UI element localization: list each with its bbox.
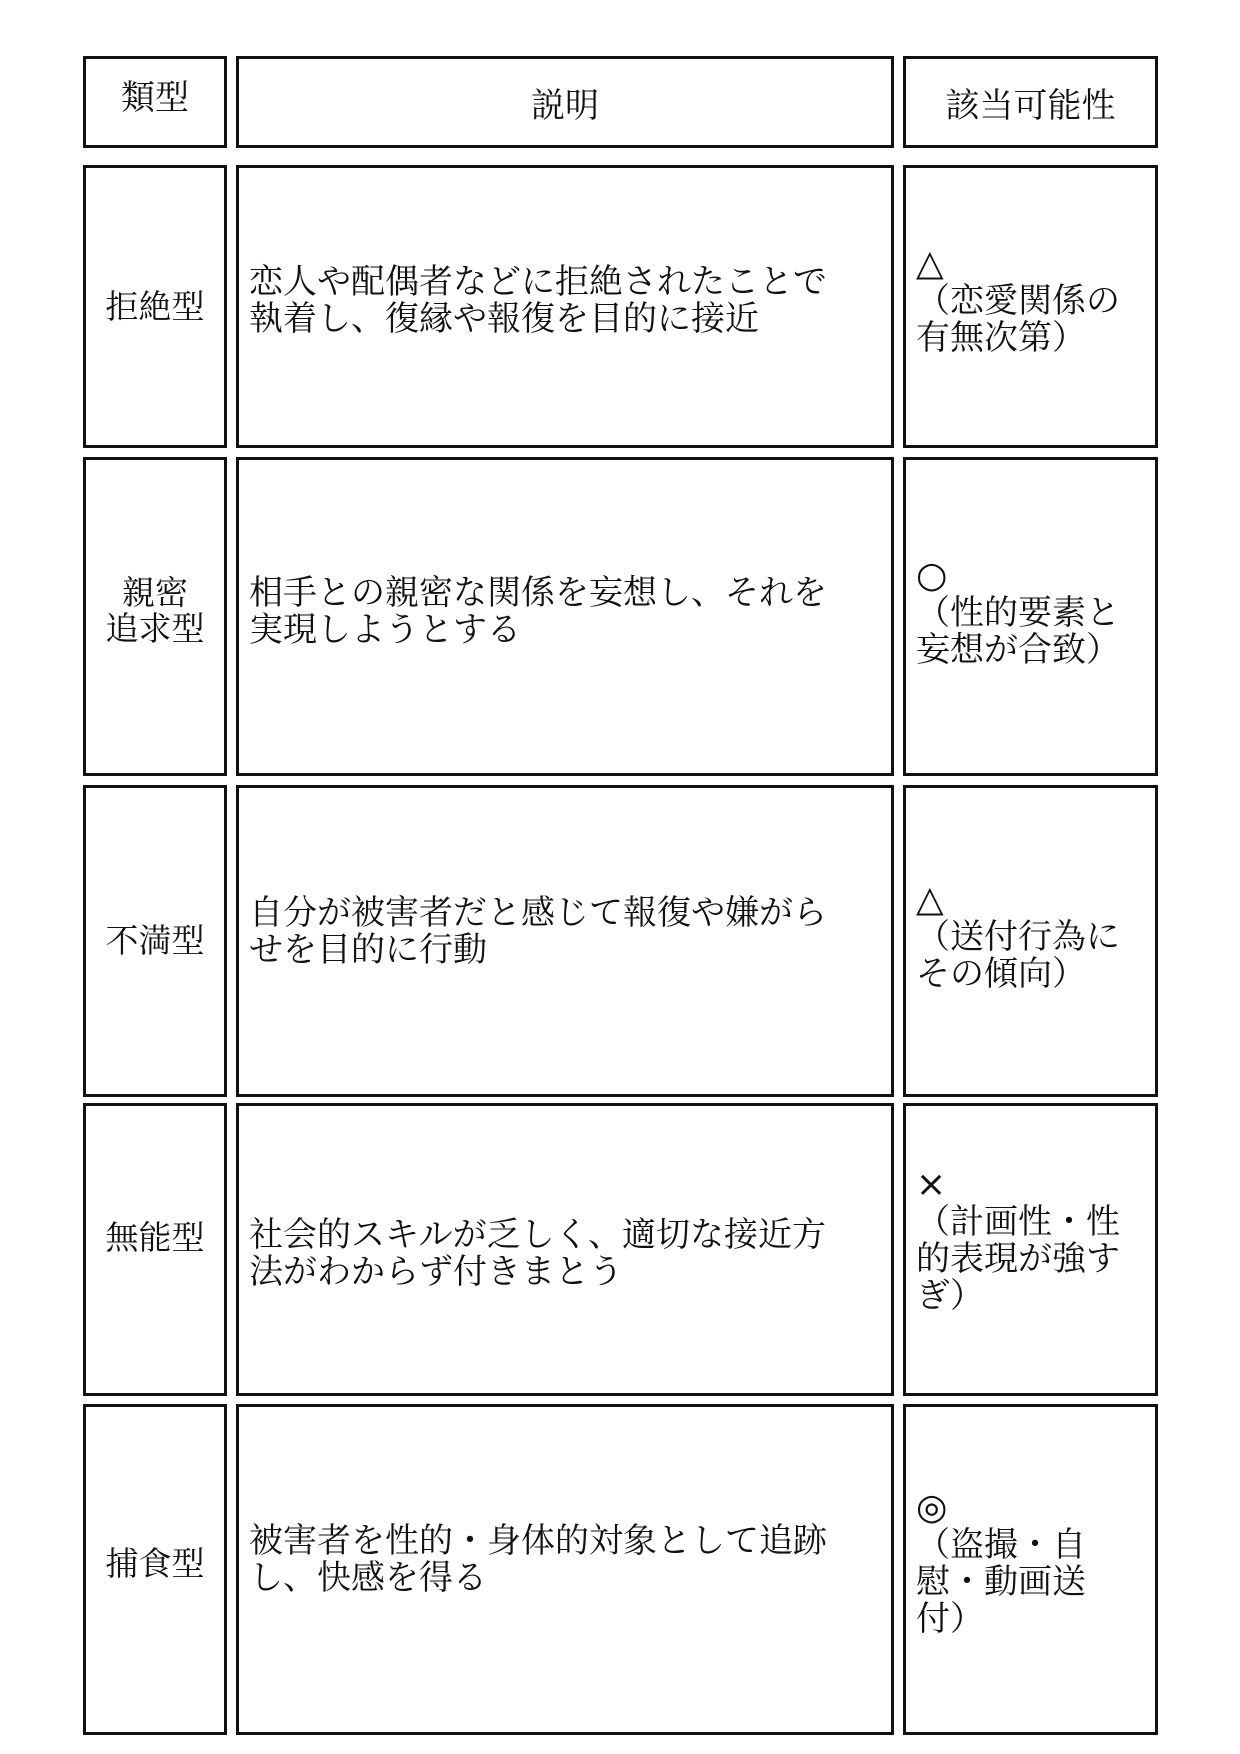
description-text: 自分が被害者だと感じて報復や嫌がら せを目的に行動 xyxy=(249,893,827,970)
type-cell xyxy=(83,1404,227,1735)
type-cell xyxy=(83,457,227,776)
description-text: 被害者を性的・身体的対象として追跡 し、快感を得る xyxy=(249,1520,827,1598)
type-label: 捕食型 xyxy=(105,1543,205,1583)
header-description-cell xyxy=(236,56,894,148)
likelihood-cell xyxy=(903,1404,1158,1735)
likelihood-text: △ （送付行為に その傾向） xyxy=(916,879,1120,994)
likelihood-text: △ （恋愛関係の 有無次第） xyxy=(916,242,1120,358)
description-cell xyxy=(236,457,894,776)
description-text: 社会的スキルが乏しく、適切な接近方 法がわからず付きまとう xyxy=(249,1214,826,1292)
type-cell xyxy=(83,1103,227,1396)
type-cell xyxy=(83,165,227,448)
likelihood-mark: △ xyxy=(916,879,944,920)
header-description-label: 説明 xyxy=(531,85,599,126)
type-cell xyxy=(83,785,227,1097)
description-cell xyxy=(236,1103,894,1396)
description-text: 恋人や配偶者などに拒絶されたことで 執着し、復縁や報復を目的に接近 xyxy=(249,261,827,339)
header-type-cell xyxy=(83,56,227,148)
header-likelihood-cell xyxy=(903,56,1158,148)
description-cell xyxy=(236,165,894,448)
likelihood-mark: ○ xyxy=(916,554,948,596)
likelihood-text: × （計画性・性 的表現が強す ぎ） xyxy=(916,1164,1120,1316)
description-cell xyxy=(236,785,894,1097)
likelihood-text: ○ （性的要素と 妄想が合致） xyxy=(916,554,1120,670)
likelihood-mark: ◎ xyxy=(916,1487,948,1528)
description-text: 相手との親密な関係を妄想し、それを 実現しようとする xyxy=(249,572,827,650)
likelihood-cell xyxy=(903,1103,1158,1396)
likelihood-cell xyxy=(903,457,1158,776)
type-label: 無能型 xyxy=(105,1217,205,1257)
likelihood-mark: × xyxy=(916,1164,947,1205)
header-likelihood-label: 該当可能性 xyxy=(945,85,1116,126)
type-label: 親密 追求型 xyxy=(105,572,205,648)
likelihood-text: ◎ （盗撮・自 慰・動画送 付） xyxy=(916,1487,1086,1639)
likelihood-cell xyxy=(903,165,1158,448)
likelihood-cell xyxy=(903,785,1158,1097)
description-cell xyxy=(236,1404,894,1735)
type-label: 不満型 xyxy=(105,921,205,960)
type-label: 拒絶型 xyxy=(105,286,205,326)
likelihood-mark: △ xyxy=(916,242,944,284)
header-type-label: 類型 xyxy=(121,77,189,118)
